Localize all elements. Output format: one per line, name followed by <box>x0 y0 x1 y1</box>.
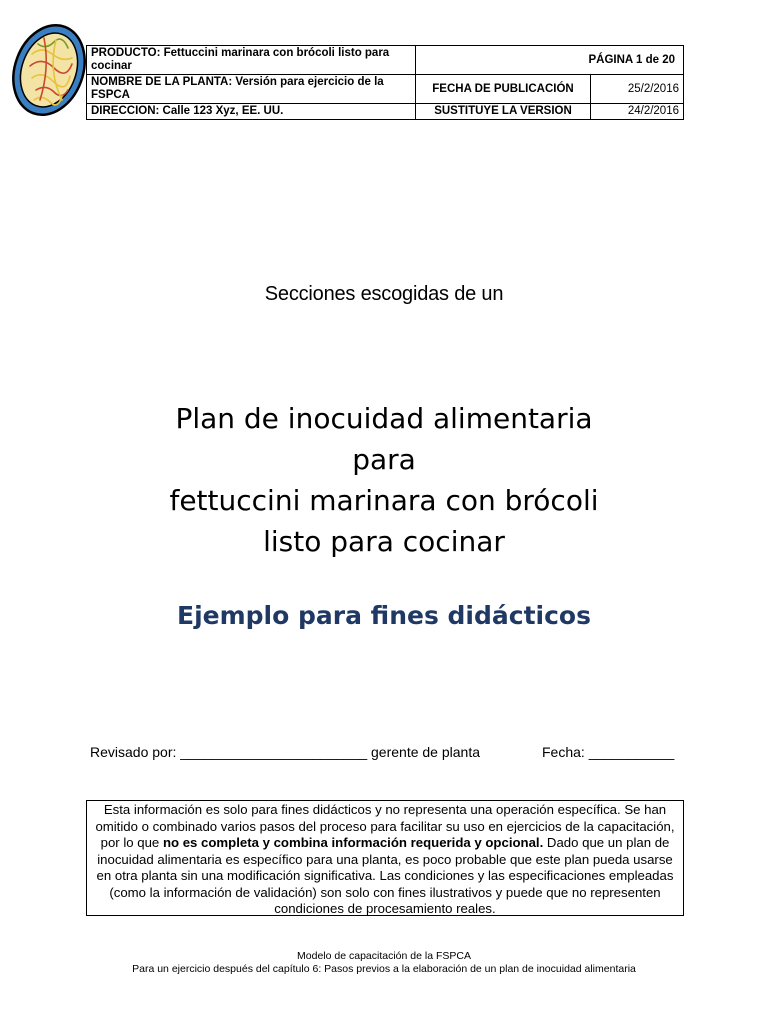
disclaimer-text-2: Dado que un plan de inocuidad alimentaria es específico para una planta, es poco probable que este plan pueda usarse en otra planta sin una modificación significativa. Las condiciones y las especificaciones empleadas (como la información de validación) son solo con fines ilustrativos y puede que no representen condiciones de procesamiento reales. <box>96 835 674 916</box>
reviewed-by: Revisado por: ________________________ gerente de planta <box>90 744 481 760</box>
publication-date-label: FECHA DE PUBLICACIÓN <box>416 75 591 104</box>
disclaimer-text-1: Esta información es solo para fines didácticos y no representa una operación específica. Se han omitido o combinado varios pasos del proceso para facilitar su uso en ejercicios de la capacitación, por lo que <box>95 802 675 850</box>
subtitle: Secciones escogidas de un <box>264 283 504 305</box>
supersedes-label: SUSTITUYE LA VERSION <box>416 104 591 120</box>
disclaimer-box <box>86 800 684 916</box>
header-table <box>86 45 684 120</box>
title-line: listo para cocinar <box>263 525 505 558</box>
publication-date-value: 25/2/2016 <box>591 75 684 104</box>
document-title <box>0 398 768 562</box>
footer <box>0 950 768 976</box>
disclaimer-bold: no es completa y combina información requerida y opcional. <box>162 835 544 850</box>
page-number: PÁGINA 1 de 20 <box>416 46 684 75</box>
address-cell: DIRECCION: Calle 123 Xyz, EE. UU. <box>87 104 416 120</box>
plant-name-cell: NOMBRE DE LA PLANTA: Versión para ejercicio de la FSPCA <box>87 75 416 104</box>
title-line: fettuccini marinara con brócoli <box>169 484 599 517</box>
title-line: para <box>352 443 416 476</box>
footer-line-1: Modelo de capacitación de la FSPCA <box>297 950 471 962</box>
review-date: Fecha: ___________ <box>542 744 675 760</box>
pasta-plate-icon <box>8 14 90 126</box>
example-heading: Ejemplo para fines didácticos <box>177 601 591 630</box>
title-line: Plan de inocuidad alimentaria <box>175 402 593 435</box>
footer-line-2: Para un ejercicio después del capítulo 6: Pasos previos a la elaboración de un plan de inocuidad alimentaria <box>132 963 636 975</box>
product-cell: PRODUCTO: Fettuccini marinara con brócoli listo para cocinar <box>87 46 416 75</box>
supersedes-value: 24/2/2016 <box>591 104 684 120</box>
